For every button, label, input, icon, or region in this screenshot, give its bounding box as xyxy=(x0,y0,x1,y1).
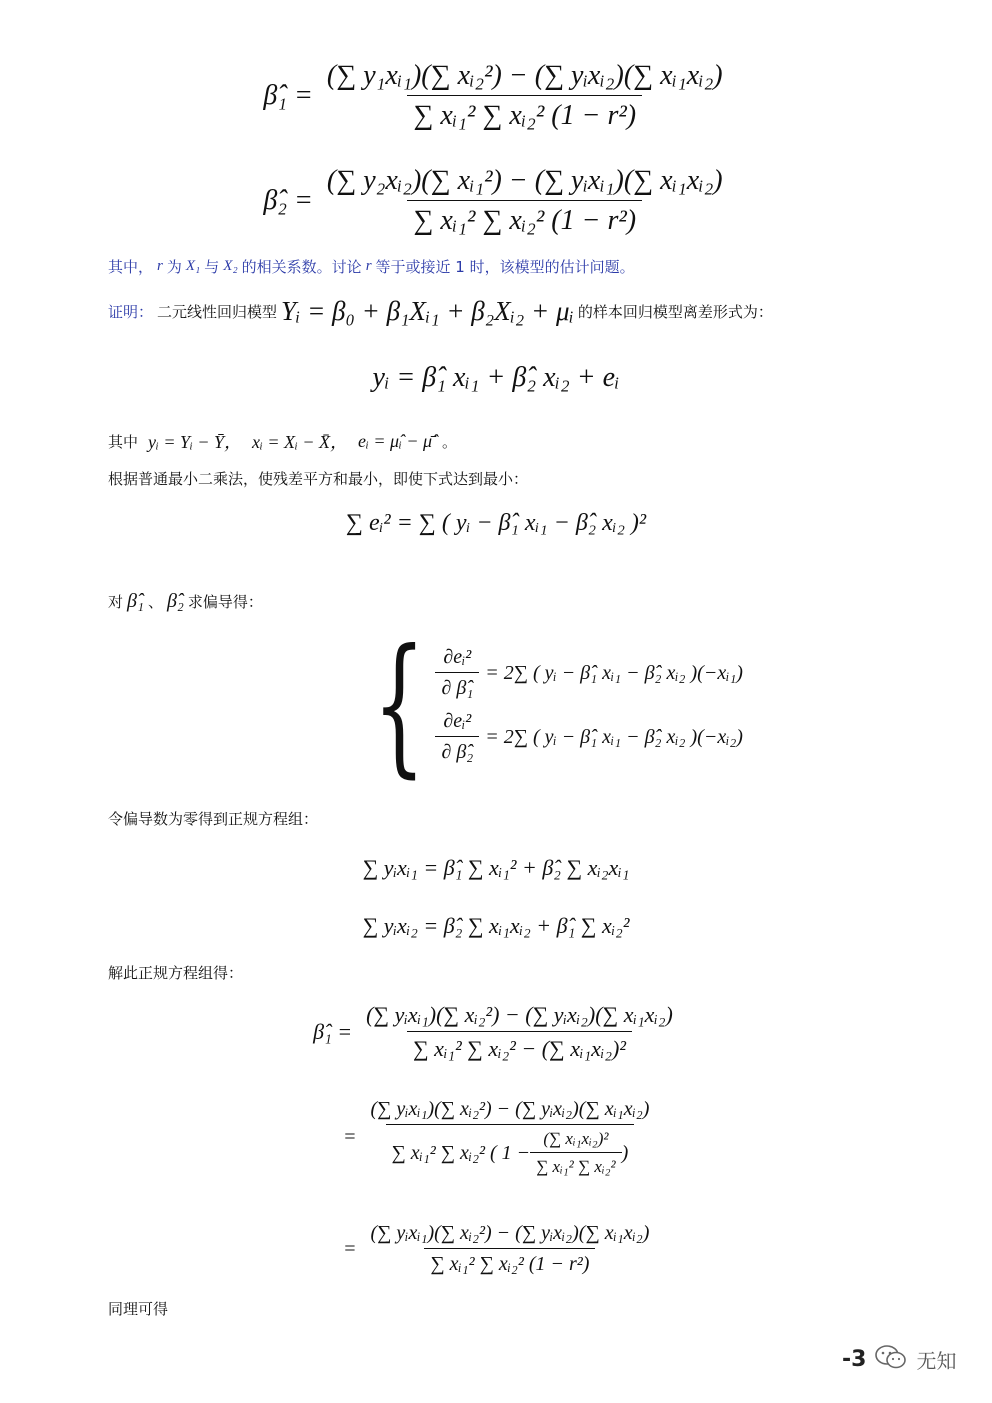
definition-e: eᵢ = μ̂ᵢ − μ̂̄ xyxy=(357,430,433,451)
fraction-numerator: (∑ yᵢxᵢ₁)(∑ xᵢ₂²) − (∑ yᵢxᵢ₂)(∑ xᵢ₁xᵢ₂) xyxy=(366,1002,673,1027)
normal-equation-2 xyxy=(0,913,992,939)
solution-fraction xyxy=(365,1222,656,1276)
fraction-numerator: (∑ y₁xᵢ₁)(∑ xᵢ₂²) − (∑ yᵢxᵢ₂)(∑ xᵢ₁xᵢ₂) xyxy=(326,60,723,91)
solution-fraction xyxy=(365,1098,656,1177)
partial-fraction xyxy=(435,646,479,700)
partial-text-a: 对 xyxy=(108,593,124,611)
solve-sentence: 解此正规方程组得： xyxy=(108,964,244,982)
solution-equals: = xyxy=(343,1237,357,1260)
normal-equation-formula: ∑ yᵢxᵢ₁ = β̂₁ ∑ xᵢ₁² + β̂₂ ∑ xᵢ₂xᵢ₁ xyxy=(362,855,630,880)
formula-lhs: β̂₁ = xyxy=(263,80,313,111)
fraction-numerator: (∑ yᵢxᵢ₁)(∑ xᵢ₂²) − (∑ yᵢxᵢ₂)(∑ xᵢ₁xᵢ₂) xyxy=(370,1222,650,1244)
partial-rhs: = 2∑ ( yᵢ − β̂₁ xᵢ₁ − β̂₂ xᵢ₂ )(−xᵢ₁) xyxy=(485,661,743,684)
proof-model-formula: Yᵢ = β₀ + β₁Xᵢ₁ + β₂Xᵢ₂ + μᵢ xyxy=(281,296,574,326)
wechat-icon xyxy=(874,1343,908,1375)
partial-text-c: 求偏导得： xyxy=(187,593,263,611)
inner-denominator: ∑ xᵢ₁² ∑ xᵢ₂² xyxy=(530,1152,621,1177)
problem-note xyxy=(108,256,635,277)
solution-step-2 xyxy=(343,1098,655,1177)
fraction-denominator: ∂ β̂₁ xyxy=(435,672,479,700)
partial-sentence xyxy=(108,590,263,613)
fraction-denominator: ∂ β̂₂ xyxy=(435,736,479,764)
normal-equation-formula: ∑ yᵢxᵢ₂ = β̂₂ ∑ xᵢ₁xᵢ₂ + β̂₁ ∑ xᵢ₂² xyxy=(362,913,630,938)
partial-beta1: β̂₁ xyxy=(127,590,144,612)
note-text-e: 等于或接近 1 时，该模型的估计问题。 xyxy=(375,258,635,276)
definition-y: yᵢ = Yᵢ − Ȳ， xyxy=(148,432,243,452)
fraction-numerator: (∑ yᵢxᵢ₁)(∑ xᵢ₂²) − (∑ yᵢxᵢ₂)(∑ xᵢ₁xᵢ₂) xyxy=(370,1098,650,1120)
partial-separator: 、 xyxy=(147,593,163,611)
solution-fraction xyxy=(360,1002,679,1062)
fraction-denominator xyxy=(386,1124,635,1177)
note-symbol-r2: r xyxy=(365,258,372,274)
formula-beta1-top xyxy=(0,60,992,132)
partial-derivative-system xyxy=(330,618,743,792)
page-footer xyxy=(842,1343,956,1375)
fraction-numerator: ∂eᵢ² xyxy=(443,646,472,668)
set-zero-sentence: 令偏导数为零得到正规方程组： xyxy=(108,810,319,828)
watermark-text: 无知 xyxy=(916,1348,957,1373)
solution-step-1 xyxy=(0,1002,992,1062)
formula-lhs: β̂₂ = xyxy=(263,185,313,216)
ols-sentence: 根据普通最小二乘法，使残差平方和最小，即使下式达到最小： xyxy=(108,470,529,488)
sse-formula: ∑ eᵢ² = ∑ ( yᵢ − β̂₁ xᵢ₁ − β̂₂ xᵢ₂ )² xyxy=(345,510,647,536)
note-text-c: 与 xyxy=(204,258,220,276)
proof-label: 证明： xyxy=(108,303,154,321)
fraction-denominator: ∑ xᵢ₁² ∑ xᵢ₂² (1 − r²) xyxy=(407,95,642,132)
note-text-b: 为 xyxy=(166,258,182,276)
page-number: -3 xyxy=(842,1346,867,1372)
partial-equation-1 xyxy=(435,646,743,700)
proof-intro xyxy=(108,296,773,327)
formula-sample-model xyxy=(0,362,992,394)
similarly-sentence: 同理可得 xyxy=(108,1300,169,1318)
denominator-right: ) xyxy=(621,1141,629,1164)
inner-numerator: (∑ xᵢ₁xᵢ₂)² xyxy=(543,1129,609,1148)
partial-fraction xyxy=(435,710,479,764)
proof-text-a: 二元线性回归模型 xyxy=(157,303,278,321)
fraction-denominator: ∑ xᵢ₁² ∑ xᵢ₂² (1 − r²) xyxy=(407,200,642,237)
formula-fraction xyxy=(321,165,729,237)
inner-fraction xyxy=(530,1129,621,1177)
proof-text-b: 的样本回归模型离差形式为： xyxy=(577,303,773,321)
partial-beta2: β̂₂ xyxy=(166,590,184,612)
fraction-numerator: ∂eᵢ² xyxy=(443,710,472,732)
where-text: 其中 xyxy=(108,432,139,451)
fraction-denominator: ∑ xᵢ₁² ∑ xᵢ₂² − (∑ xᵢ₁xᵢ₂)² xyxy=(407,1031,632,1062)
formula-sse xyxy=(0,510,992,537)
formula-beta2-top xyxy=(0,165,992,237)
solution-step-3 xyxy=(343,1222,655,1276)
sample-model-formula: yᵢ = β̂₁ xᵢ₁ + β̂₂ xᵢ₂ + eᵢ xyxy=(372,362,620,393)
definition-x: xᵢ = Xᵢ − X̄， xyxy=(252,432,348,452)
note-text-d: 的相关系数。讨论 xyxy=(241,258,362,276)
denominator-left: ∑ xᵢ₁² ∑ xᵢ₂² ( 1 − xyxy=(391,1141,531,1164)
partial-rhs: = 2∑ ( yᵢ − β̂₁ xᵢ₁ − β̂₂ xᵢ₂ )(−xᵢ₂) xyxy=(485,725,743,748)
solution-lhs: β̂₁ = xyxy=(313,1019,353,1044)
partial-equation-2 xyxy=(435,710,743,764)
formula-fraction xyxy=(321,60,729,132)
where-end: 。 xyxy=(442,432,458,451)
note-symbol-x1: X₁ xyxy=(185,258,201,274)
fraction-denominator: ∑ xᵢ₁² ∑ xᵢ₂² (1 − r²) xyxy=(424,1248,595,1276)
fraction-numerator: (∑ y₂xᵢ₂)(∑ xᵢ₁²) − (∑ yᵢxᵢ₁)(∑ xᵢ₁xᵢ₂) xyxy=(326,165,723,196)
normal-equation-1 xyxy=(0,855,992,881)
note-text-a: 其中， xyxy=(108,258,154,276)
note-symbol-x2: X₂ xyxy=(223,258,238,274)
definitions-line xyxy=(108,428,457,454)
left-brace: { xyxy=(372,618,426,792)
solution-equals: = xyxy=(343,1126,357,1148)
note-symbol-r: r xyxy=(157,258,163,274)
